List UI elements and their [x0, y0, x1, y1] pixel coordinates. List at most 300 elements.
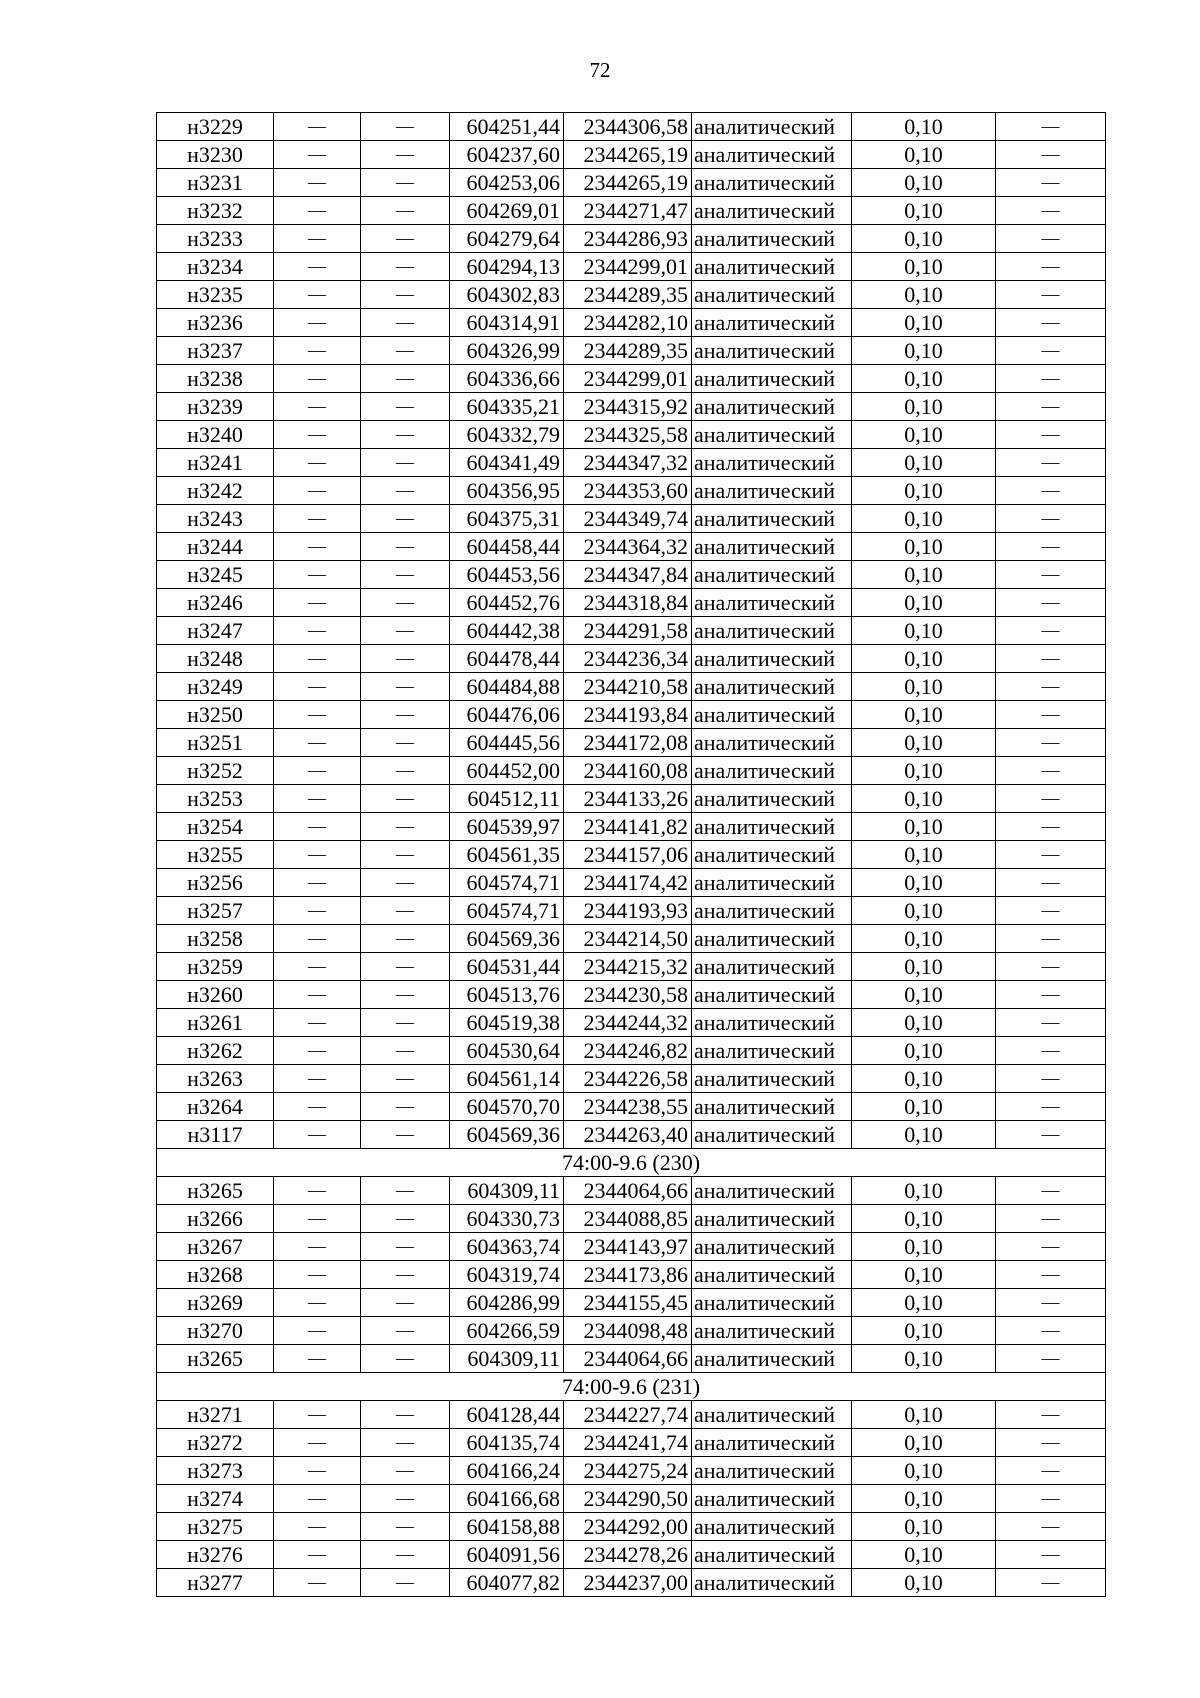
method-cell: аналитический: [692, 1345, 852, 1373]
method-cell: аналитический: [692, 253, 852, 281]
point-id-cell: н3250: [157, 701, 274, 729]
description-cell: —: [996, 169, 1106, 197]
description-cell: —: [996, 1429, 1106, 1457]
method-cell: аналитический: [692, 589, 852, 617]
y-coordinate-cell: 2344291,58: [564, 617, 692, 645]
point-id-cell: н3272: [157, 1429, 274, 1457]
y-coordinate-cell: 2344289,35: [564, 281, 692, 309]
table-row: [157, 1121, 1106, 1149]
method-cell: аналитический: [692, 1569, 852, 1597]
method-cell: аналитический: [692, 1009, 852, 1037]
accuracy-cell: 0,10: [852, 1093, 996, 1121]
empty-value-cell: —: [361, 113, 450, 141]
point-id-cell: н3243: [157, 505, 274, 533]
point-id-cell: н3265: [157, 1345, 274, 1373]
y-coordinate-cell: 2344133,26: [564, 785, 692, 813]
empty-value-cell: —: [361, 673, 450, 701]
empty-value-cell: —: [274, 757, 361, 785]
table-row: [157, 1261, 1106, 1289]
accuracy-cell: 0,10: [852, 645, 996, 673]
y-coordinate-cell: 2344282,10: [564, 309, 692, 337]
y-coordinate-cell: 2344226,58: [564, 1065, 692, 1093]
accuracy-cell: 0,10: [852, 365, 996, 393]
y-coordinate-cell: 2344347,84: [564, 561, 692, 589]
point-id-cell: н3238: [157, 365, 274, 393]
empty-value-cell: —: [361, 1205, 450, 1233]
empty-value-cell: —: [361, 1261, 450, 1289]
method-cell: аналитический: [692, 729, 852, 757]
y-coordinate-cell: 2344193,84: [564, 701, 692, 729]
point-id-cell: н3245: [157, 561, 274, 589]
description-cell: —: [996, 1541, 1106, 1569]
table-row: [157, 617, 1106, 645]
table-row: [157, 337, 1106, 365]
y-coordinate-cell: 2344172,08: [564, 729, 692, 757]
description-cell: —: [996, 1177, 1106, 1205]
accuracy-cell: 0,10: [852, 1009, 996, 1037]
method-cell: аналитический: [692, 561, 852, 589]
empty-value-cell: —: [361, 953, 450, 981]
y-coordinate-cell: 2344173,86: [564, 1261, 692, 1289]
table-row: [157, 1065, 1106, 1093]
x-coordinate-cell: 604251,44: [450, 113, 564, 141]
x-coordinate-cell: 604332,79: [450, 421, 564, 449]
description-cell: —: [996, 785, 1106, 813]
empty-value-cell: —: [361, 1429, 450, 1457]
x-coordinate-cell: 604302,83: [450, 281, 564, 309]
accuracy-cell: 0,10: [852, 1177, 996, 1205]
y-coordinate-cell: 2344141,82: [564, 813, 692, 841]
x-coordinate-cell: 604266,59: [450, 1317, 564, 1345]
y-coordinate-cell: 2344246,82: [564, 1037, 692, 1065]
method-cell: аналитический: [692, 505, 852, 533]
y-coordinate-cell: 2344236,34: [564, 645, 692, 673]
accuracy-cell: 0,10: [852, 785, 996, 813]
accuracy-cell: 0,10: [852, 197, 996, 225]
table-row: [157, 897, 1106, 925]
point-id-cell: н3276: [157, 1541, 274, 1569]
description-cell: —: [996, 477, 1106, 505]
empty-value-cell: —: [361, 505, 450, 533]
method-cell: аналитический: [692, 813, 852, 841]
empty-value-cell: —: [274, 505, 361, 533]
empty-value-cell: —: [274, 925, 361, 953]
table-row: [157, 1093, 1106, 1121]
accuracy-cell: 0,10: [852, 1345, 996, 1373]
x-coordinate-cell: 604077,82: [450, 1569, 564, 1597]
method-cell: аналитический: [692, 981, 852, 1009]
table-row: [157, 1541, 1106, 1569]
accuracy-cell: 0,10: [852, 1121, 996, 1149]
point-id-cell: н3268: [157, 1261, 274, 1289]
description-cell: —: [996, 225, 1106, 253]
method-cell: аналитический: [692, 673, 852, 701]
y-coordinate-cell: 2344299,01: [564, 253, 692, 281]
accuracy-cell: 0,10: [852, 1457, 996, 1485]
empty-value-cell: —: [274, 449, 361, 477]
description-cell: —: [996, 897, 1106, 925]
accuracy-cell: 0,10: [852, 561, 996, 589]
description-cell: —: [996, 953, 1106, 981]
accuracy-cell: 0,10: [852, 505, 996, 533]
x-coordinate-cell: 604326,99: [450, 337, 564, 365]
y-coordinate-cell: 2344290,50: [564, 1485, 692, 1513]
x-coordinate-cell: 604484,88: [450, 673, 564, 701]
accuracy-cell: 0,10: [852, 225, 996, 253]
description-cell: —: [996, 337, 1106, 365]
empty-value-cell: —: [361, 589, 450, 617]
table-row: [157, 533, 1106, 561]
empty-value-cell: —: [274, 113, 361, 141]
point-id-cell: н3274: [157, 1485, 274, 1513]
description-cell: —: [996, 1121, 1106, 1149]
accuracy-cell: 0,10: [852, 1569, 996, 1597]
accuracy-cell: 0,10: [852, 981, 996, 1009]
description-cell: —: [996, 701, 1106, 729]
x-coordinate-cell: 604530,64: [450, 1037, 564, 1065]
empty-value-cell: —: [361, 1401, 450, 1429]
table-row: [157, 1009, 1106, 1037]
description-cell: —: [996, 729, 1106, 757]
empty-value-cell: —: [361, 477, 450, 505]
empty-value-cell: —: [274, 141, 361, 169]
empty-value-cell: —: [361, 365, 450, 393]
method-cell: аналитический: [692, 1401, 852, 1429]
description-cell: —: [996, 1485, 1106, 1513]
y-coordinate-cell: 2344193,93: [564, 897, 692, 925]
x-coordinate-cell: 604336,66: [450, 365, 564, 393]
empty-value-cell: —: [361, 757, 450, 785]
point-id-cell: н3258: [157, 925, 274, 953]
method-cell: аналитический: [692, 1037, 852, 1065]
accuracy-cell: 0,10: [852, 1401, 996, 1429]
description-cell: —: [996, 421, 1106, 449]
y-coordinate-cell: 2344064,66: [564, 1177, 692, 1205]
y-coordinate-cell: 2344271,47: [564, 197, 692, 225]
table-row: [157, 645, 1106, 673]
empty-value-cell: —: [274, 1345, 361, 1373]
point-id-cell: н3265: [157, 1177, 274, 1205]
empty-value-cell: —: [361, 449, 450, 477]
empty-value-cell: —: [361, 225, 450, 253]
empty-value-cell: —: [274, 309, 361, 337]
point-id-cell: н3253: [157, 785, 274, 813]
accuracy-cell: 0,10: [852, 421, 996, 449]
description-cell: —: [996, 309, 1106, 337]
y-coordinate-cell: 2344230,58: [564, 981, 692, 1009]
method-cell: аналитический: [692, 1205, 852, 1233]
empty-value-cell: —: [361, 1345, 450, 1373]
y-coordinate-cell: 2344347,32: [564, 449, 692, 477]
point-id-cell: н3261: [157, 1009, 274, 1037]
empty-value-cell: —: [274, 393, 361, 421]
description-cell: —: [996, 449, 1106, 477]
x-coordinate-cell: 604341,49: [450, 449, 564, 477]
accuracy-cell: 0,10: [852, 589, 996, 617]
description-cell: —: [996, 281, 1106, 309]
accuracy-cell: 0,10: [852, 701, 996, 729]
point-id-cell: н3254: [157, 813, 274, 841]
x-coordinate-cell: 604286,99: [450, 1289, 564, 1317]
accuracy-cell: 0,10: [852, 1485, 996, 1513]
empty-value-cell: —: [274, 1289, 361, 1317]
accuracy-cell: 0,10: [852, 1429, 996, 1457]
y-coordinate-cell: 2344237,00: [564, 1569, 692, 1597]
y-coordinate-cell: 2344210,58: [564, 673, 692, 701]
empty-value-cell: —: [274, 1205, 361, 1233]
empty-value-cell: —: [361, 1065, 450, 1093]
empty-value-cell: —: [274, 281, 361, 309]
method-cell: аналитический: [692, 365, 852, 393]
accuracy-cell: 0,10: [852, 1205, 996, 1233]
empty-value-cell: —: [274, 981, 361, 1009]
empty-value-cell: —: [274, 1233, 361, 1261]
description-cell: —: [996, 1233, 1106, 1261]
table-row: [157, 309, 1106, 337]
empty-value-cell: —: [274, 1569, 361, 1597]
table-row: [157, 729, 1106, 757]
x-coordinate-cell: 604570,70: [450, 1093, 564, 1121]
empty-value-cell: —: [361, 841, 450, 869]
y-coordinate-cell: 2344143,97: [564, 1233, 692, 1261]
x-coordinate-cell: 604158,88: [450, 1513, 564, 1541]
point-id-cell: н3239: [157, 393, 274, 421]
point-id-cell: н3269: [157, 1289, 274, 1317]
point-id-cell: н3234: [157, 253, 274, 281]
x-coordinate-cell: 604253,06: [450, 169, 564, 197]
table-row: [157, 981, 1106, 1009]
x-coordinate-cell: 604442,38: [450, 617, 564, 645]
table-row: [157, 169, 1106, 197]
point-id-cell: н3236: [157, 309, 274, 337]
description-cell: —: [996, 1345, 1106, 1373]
table-row: [157, 1401, 1106, 1429]
empty-value-cell: —: [361, 533, 450, 561]
empty-value-cell: —: [274, 645, 361, 673]
empty-value-cell: —: [274, 617, 361, 645]
description-cell: —: [996, 1289, 1106, 1317]
point-id-cell: н3230: [157, 141, 274, 169]
x-coordinate-cell: 604512,11: [450, 785, 564, 813]
method-cell: аналитический: [692, 337, 852, 365]
method-cell: аналитический: [692, 897, 852, 925]
method-cell: аналитический: [692, 1513, 852, 1541]
x-coordinate-cell: 604445,56: [450, 729, 564, 757]
empty-value-cell: —: [274, 1457, 361, 1485]
accuracy-cell: 0,10: [852, 1289, 996, 1317]
accuracy-cell: 0,10: [852, 169, 996, 197]
empty-value-cell: —: [274, 1065, 361, 1093]
description-cell: —: [996, 505, 1106, 533]
empty-value-cell: —: [274, 953, 361, 981]
description-cell: —: [996, 365, 1106, 393]
empty-value-cell: —: [274, 1037, 361, 1065]
y-coordinate-cell: 2344275,24: [564, 1457, 692, 1485]
empty-value-cell: —: [274, 1317, 361, 1345]
empty-value-cell: —: [361, 1233, 450, 1261]
description-cell: —: [996, 141, 1106, 169]
empty-value-cell: —: [361, 1009, 450, 1037]
empty-value-cell: —: [274, 1485, 361, 1513]
table-row: [157, 1345, 1106, 1373]
empty-value-cell: —: [361, 897, 450, 925]
empty-value-cell: —: [361, 421, 450, 449]
table-row: [157, 925, 1106, 953]
y-coordinate-cell: 2344064,66: [564, 1345, 692, 1373]
y-coordinate-cell: 2344353,60: [564, 477, 692, 505]
point-id-cell: н3264: [157, 1093, 274, 1121]
table-row: [157, 1205, 1106, 1233]
empty-value-cell: —: [361, 141, 450, 169]
empty-value-cell: —: [274, 533, 361, 561]
table-row: [157, 1177, 1106, 1205]
empty-value-cell: —: [361, 1457, 450, 1485]
x-coordinate-cell: 604135,74: [450, 1429, 564, 1457]
y-coordinate-cell: 2344227,74: [564, 1401, 692, 1429]
empty-value-cell: —: [361, 337, 450, 365]
accuracy-cell: 0,10: [852, 309, 996, 337]
empty-value-cell: —: [361, 393, 450, 421]
empty-value-cell: —: [274, 253, 361, 281]
method-cell: аналитический: [692, 1429, 852, 1457]
description-cell: —: [996, 1065, 1106, 1093]
point-id-cell: н3249: [157, 673, 274, 701]
section-header-row: [157, 1149, 1106, 1177]
accuracy-cell: 0,10: [852, 1513, 996, 1541]
y-coordinate-cell: 2344088,85: [564, 1205, 692, 1233]
description-cell: —: [996, 1037, 1106, 1065]
empty-value-cell: —: [274, 841, 361, 869]
y-coordinate-cell: 2344325,58: [564, 421, 692, 449]
description-cell: —: [996, 113, 1106, 141]
empty-value-cell: —: [361, 869, 450, 897]
accuracy-cell: 0,10: [852, 617, 996, 645]
x-coordinate-cell: 604335,21: [450, 393, 564, 421]
accuracy-cell: 0,10: [852, 1233, 996, 1261]
point-id-cell: н3263: [157, 1065, 274, 1093]
description-cell: —: [996, 645, 1106, 673]
table-row: [157, 1289, 1106, 1317]
point-id-cell: н3242: [157, 477, 274, 505]
point-id-cell: н3248: [157, 645, 274, 673]
description-cell: —: [996, 1401, 1106, 1429]
empty-value-cell: —: [274, 897, 361, 925]
accuracy-cell: 0,10: [852, 141, 996, 169]
x-coordinate-cell: 604452,76: [450, 589, 564, 617]
x-coordinate-cell: 604458,44: [450, 533, 564, 561]
table-row: [157, 477, 1106, 505]
method-cell: аналитический: [692, 1093, 852, 1121]
table-row: [157, 449, 1106, 477]
description-cell: —: [996, 981, 1106, 1009]
accuracy-cell: 0,10: [852, 897, 996, 925]
accuracy-cell: 0,10: [852, 869, 996, 897]
x-coordinate-cell: 604091,56: [450, 1541, 564, 1569]
method-cell: аналитический: [692, 169, 852, 197]
section-header: 74:00-9.6 (231): [157, 1373, 1106, 1401]
table-row: [157, 785, 1106, 813]
point-id-cell: н3271: [157, 1401, 274, 1429]
method-cell: аналитический: [692, 617, 852, 645]
description-cell: —: [996, 1261, 1106, 1289]
x-coordinate-cell: 604279,64: [450, 225, 564, 253]
description-cell: —: [996, 1569, 1106, 1597]
empty-value-cell: —: [361, 1513, 450, 1541]
empty-value-cell: —: [274, 1401, 361, 1429]
page-number: 72: [589, 58, 611, 82]
point-id-cell: н3275: [157, 1513, 274, 1541]
description-cell: —: [996, 841, 1106, 869]
x-coordinate-cell: 604309,11: [450, 1345, 564, 1373]
y-coordinate-cell: 2344299,01: [564, 365, 692, 393]
table-row: [157, 505, 1106, 533]
description-cell: —: [996, 561, 1106, 589]
table-row: [157, 869, 1106, 897]
y-coordinate-cell: 2344214,50: [564, 925, 692, 953]
x-coordinate-cell: 604356,95: [450, 477, 564, 505]
table-row: [157, 813, 1106, 841]
table-row: [157, 673, 1106, 701]
description-cell: —: [996, 813, 1106, 841]
empty-value-cell: —: [361, 561, 450, 589]
accuracy-cell: 0,10: [852, 673, 996, 701]
accuracy-cell: 0,10: [852, 1541, 996, 1569]
y-coordinate-cell: 2344160,08: [564, 757, 692, 785]
y-coordinate-cell: 2344098,48: [564, 1317, 692, 1345]
accuracy-cell: 0,10: [852, 253, 996, 281]
description-cell: —: [996, 1205, 1106, 1233]
empty-value-cell: —: [361, 1569, 450, 1597]
x-coordinate-cell: 604519,38: [450, 1009, 564, 1037]
x-coordinate-cell: 604574,71: [450, 869, 564, 897]
x-coordinate-cell: 604319,74: [450, 1261, 564, 1289]
y-coordinate-cell: 2344263,40: [564, 1121, 692, 1149]
empty-value-cell: —: [361, 925, 450, 953]
table-row: [157, 561, 1106, 589]
x-coordinate-cell: 604561,35: [450, 841, 564, 869]
empty-value-cell: —: [274, 869, 361, 897]
empty-value-cell: —: [361, 645, 450, 673]
y-coordinate-cell: 2344157,06: [564, 841, 692, 869]
description-cell: —: [996, 1457, 1106, 1485]
empty-value-cell: —: [274, 337, 361, 365]
empty-value-cell: —: [274, 1121, 361, 1149]
x-coordinate-cell: 604539,97: [450, 813, 564, 841]
y-coordinate-cell: 2344364,32: [564, 533, 692, 561]
table-row: [157, 253, 1106, 281]
empty-value-cell: —: [274, 421, 361, 449]
description-cell: —: [996, 925, 1106, 953]
empty-value-cell: —: [361, 813, 450, 841]
x-coordinate-cell: 604269,01: [450, 197, 564, 225]
empty-value-cell: —: [361, 729, 450, 757]
method-cell: аналитический: [692, 645, 852, 673]
accuracy-cell: 0,10: [852, 449, 996, 477]
empty-value-cell: —: [274, 1513, 361, 1541]
method-cell: аналитический: [692, 449, 852, 477]
description-cell: —: [996, 1513, 1106, 1541]
y-coordinate-cell: 2344292,00: [564, 1513, 692, 1541]
table-row: [157, 365, 1106, 393]
point-id-cell: н3233: [157, 225, 274, 253]
description-cell: —: [996, 253, 1106, 281]
point-id-cell: н3267: [157, 1233, 274, 1261]
x-coordinate-cell: 604363,74: [450, 1233, 564, 1261]
section-header-row: [157, 1373, 1106, 1401]
x-coordinate-cell: 604309,11: [450, 1177, 564, 1205]
table-row: [157, 1037, 1106, 1065]
empty-value-cell: —: [274, 365, 361, 393]
